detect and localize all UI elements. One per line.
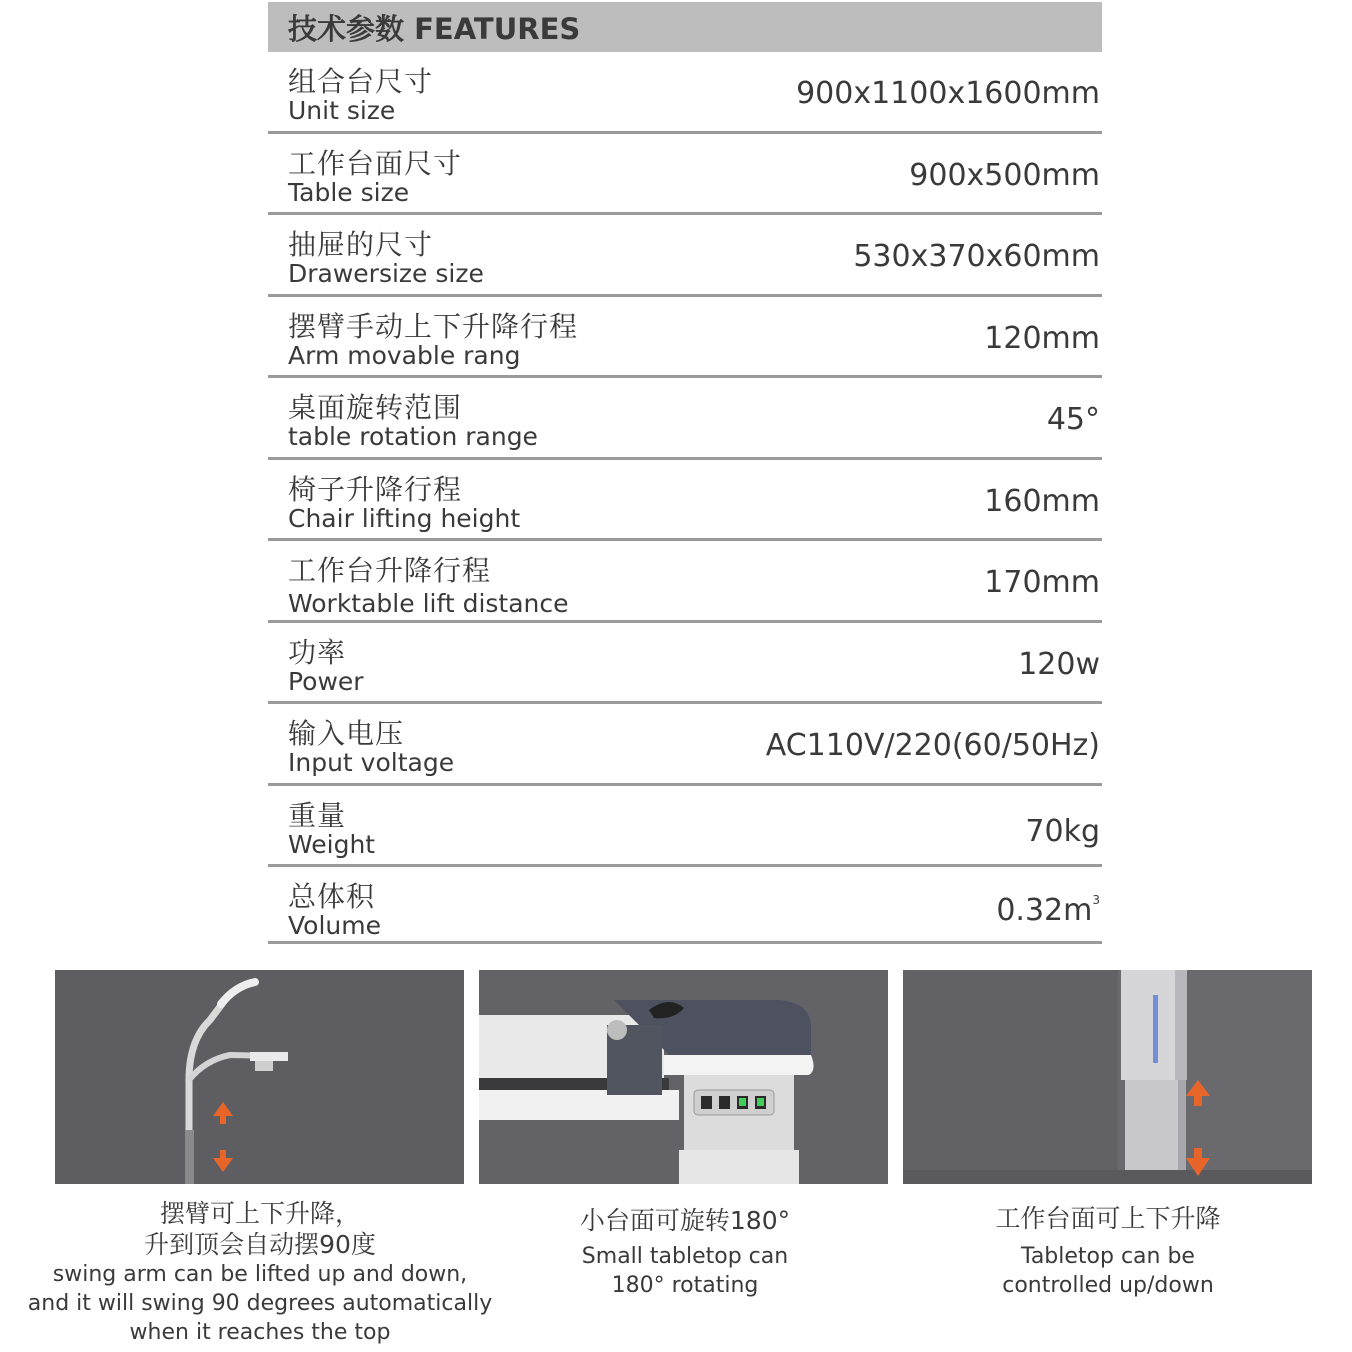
spec-value: 120w bbox=[1018, 646, 1100, 682]
spec-label-cn: 工作台面尺寸 bbox=[288, 146, 463, 180]
tabletop-lift-caption bbox=[903, 1203, 1313, 1300]
spec-value: 120mm bbox=[984, 320, 1100, 356]
spec-value: 45° bbox=[1046, 402, 1100, 437]
spec-label-cn: 摆臂手动上下升降行程 bbox=[288, 309, 579, 343]
spec-row-rotation-range bbox=[268, 378, 1102, 460]
spec-label-en: Worktable lift distance bbox=[288, 589, 569, 618]
caption-en-line: swing arm can be lifted up and down, bbox=[52, 1262, 468, 1287]
swing-arm-photo bbox=[55, 970, 464, 1184]
rotating-tabletop-caption bbox=[480, 1205, 890, 1300]
spec-label-en: Unit size bbox=[288, 96, 396, 125]
spec-label-en: Drawersize size bbox=[288, 259, 484, 288]
volume-value: 0.32m bbox=[996, 893, 1093, 928]
spec-row-worktable-lift bbox=[268, 541, 1102, 623]
caption-cn-line: 工作台面可上下升降 bbox=[995, 1204, 1221, 1233]
spec-label-en: Power bbox=[288, 666, 364, 696]
spec-row-weight bbox=[268, 786, 1102, 868]
rotating-tabletop-photo bbox=[479, 970, 888, 1184]
spec-label-en: Input voltage bbox=[288, 748, 455, 777]
specs-header: 技术参数 FEATURES bbox=[268, 2, 1102, 52]
caption-en-line: 180° rotating bbox=[611, 1273, 759, 1298]
caption-cn-line: 摆臂可上下升降， bbox=[159, 1199, 360, 1228]
spec-value: 900x500mm bbox=[909, 157, 1100, 193]
spec-row-unit-size bbox=[268, 52, 1102, 134]
spec-label-cn: 总体积 bbox=[288, 880, 376, 913]
caption-cn-line: 小台面可旋转180° bbox=[579, 1206, 791, 1235]
spec-label-cn: 工作台升降行程 bbox=[288, 554, 492, 587]
spec-row-table-size bbox=[268, 134, 1102, 216]
tabletop-illustration bbox=[479, 970, 888, 1184]
caption-en-line: when it reaches the top bbox=[129, 1320, 391, 1345]
spec-label-en: Arm movable rang bbox=[288, 340, 521, 370]
spec-label-cn: 抽屉的尺寸 bbox=[288, 228, 434, 261]
swing-arm-caption bbox=[20, 1198, 500, 1347]
spec-row-volume bbox=[268, 867, 1102, 944]
caption-cn-line: 升到顶会自动摆90度 bbox=[144, 1230, 376, 1259]
spec-row-power bbox=[268, 623, 1102, 705]
spec-value: 170mm bbox=[984, 565, 1100, 600]
spec-value: 900x1100x1600mm bbox=[796, 76, 1100, 111]
caption-en-line: Tabletop can be bbox=[1021, 1244, 1195, 1269]
spec-label-cn: 桌面旋转范围 bbox=[288, 391, 463, 424]
spec-label-cn: 重量 bbox=[288, 798, 347, 832]
lifting-column-photo bbox=[903, 970, 1312, 1184]
specs-table bbox=[268, 2, 1102, 944]
spec-row-chair-lift bbox=[268, 460, 1102, 542]
spec-value: 70kg bbox=[1025, 813, 1100, 849]
caption-en-line: Small tabletop can bbox=[581, 1244, 789, 1269]
spec-value: 530x370x60mm bbox=[853, 239, 1100, 274]
spec-label-en: table rotation range bbox=[288, 422, 538, 451]
swing-arm-illustration bbox=[55, 970, 464, 1184]
spec-row-input-voltage bbox=[268, 704, 1102, 786]
spec-label-en: Volume bbox=[288, 911, 381, 940]
spec-label-en: Chair lifting height bbox=[288, 503, 521, 533]
spec-label-cn: 功率 bbox=[288, 635, 347, 669]
spec-value: 160mm bbox=[984, 483, 1100, 519]
caption-en-line: controlled up/down bbox=[1002, 1273, 1214, 1298]
spec-value bbox=[996, 893, 1100, 928]
spec-row-arm-range bbox=[268, 297, 1102, 379]
caption-en-line: and it will swing 90 degrees automatically bbox=[27, 1291, 493, 1316]
column-illustration bbox=[903, 970, 1312, 1184]
spec-label-en: Weight bbox=[288, 829, 376, 859]
spec-label-cn: 组合台尺寸 bbox=[288, 65, 434, 98]
spec-value: AC110V/220(60/50Hz) bbox=[765, 728, 1100, 763]
volume-unit-superscript: 3 bbox=[1092, 893, 1100, 907]
spec-row-drawer-size bbox=[268, 215, 1102, 297]
spec-label-cn: 椅子升降行程 bbox=[288, 472, 463, 506]
spec-label-cn: 输入电压 bbox=[288, 717, 405, 750]
spec-label-en: Table size bbox=[288, 177, 410, 207]
